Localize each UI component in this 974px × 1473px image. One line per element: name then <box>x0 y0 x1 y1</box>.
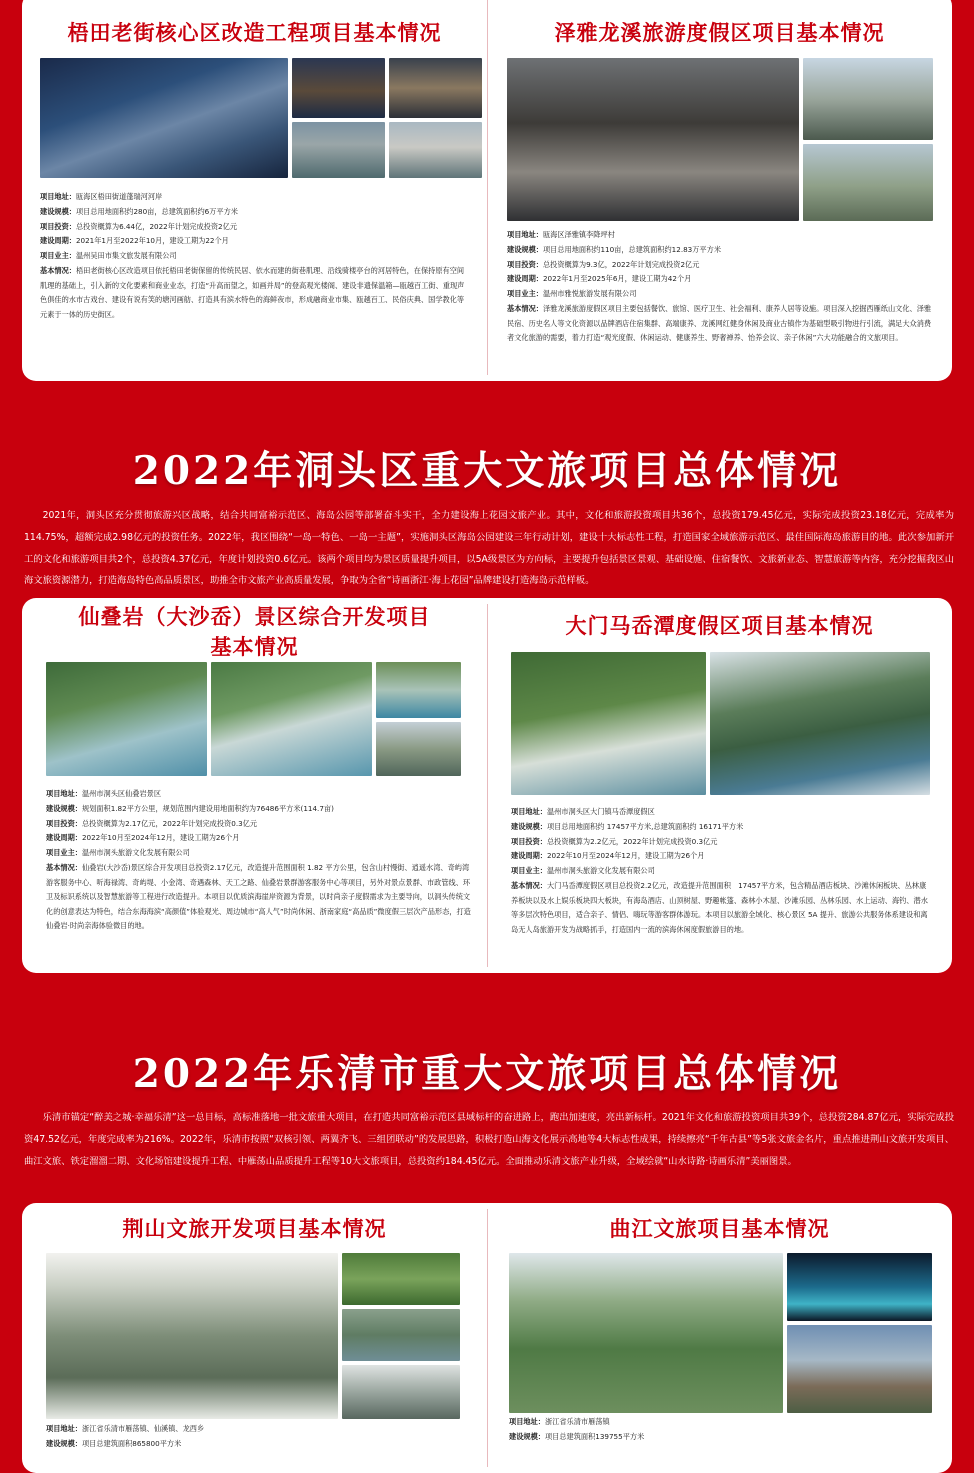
info-row <box>46 802 474 817</box>
info-key: 基本情况： <box>507 303 543 313</box>
info-key: 建设规模： <box>46 803 82 813</box>
card-divider <box>487 0 488 375</box>
info-key: 项目地址： <box>511 807 547 816</box>
info-key: 建设规模： <box>46 1438 82 1448</box>
info-value: 泽雅龙溪旅游度假区项目主要包括餐饮、旅馆、医疗卫生、社会福利、康养人居等设施。项目深入挖掘西雁纸山文化、泽雅民宿、历史名人等文化资源以品牌酒店住宿集群、高端康养、龙溪网红健身休闲及商业古镇作为基础型吸引物进行引流，满足大众消费者文化旅游的需要，着力打造“观光度假、休闲运动、健康养生、野奢禅养、怡养会议、亲子休闲”六大功能融合的文旅项目。 <box>507 303 932 343</box>
title-line: 基本情况 <box>210 634 299 659</box>
bottom-projects-card <box>22 1203 952 1473</box>
info-value: 项目总用地面积约280亩，总建筑面积约6万平方米 <box>75 206 238 216</box>
project-info-wutian <box>40 190 470 322</box>
info-value: 梧田老街核心区改造项目依托梧田老街保留的传统民居、依水而建的街巷肌理、沿线骑楼亭台的河居特色，在保持原有空间肌理的基础上，引入新的文化要素和商业业态，打造“升高而望之，如画并局”的登高观光楼阁、建设非遗保温箱—瓯越百工街、重现声色俱佳的水市古戏台、建设有说有笑的塘河画舫、打造具有滨水特色的海鲜夜市，形成融商业市集、瓯越百工、民俗庆典、国学教化等元素于一体的历史街区。 <box>40 265 465 319</box>
info-key: 建设周期： <box>40 236 76 246</box>
info-value: 温州吴田市集文旅发展有限公司 <box>75 251 177 261</box>
info-value: 总投资概算为9.3亿，2022年计划完成投资2亿元 <box>542 259 700 269</box>
project-title-jingshan: 荆山文旅开发项目基本情况 <box>122 1216 387 1241</box>
info-key: 建设规模： <box>40 206 76 216</box>
photo-cliff-pavilion <box>376 722 461 776</box>
info-key: 建设周期： <box>511 851 547 861</box>
info-row <box>509 1415 931 1430</box>
info-row <box>507 228 937 243</box>
photo-modern-villa <box>803 58 933 140</box>
info-key: 基本情况： <box>46 862 82 872</box>
info-key: 建设周期： <box>507 274 543 284</box>
photo-hillside-villas <box>803 144 933 221</box>
card-divider <box>487 1209 488 1467</box>
info-key: 项目业主： <box>40 251 76 261</box>
info-description <box>40 264 470 322</box>
info-row <box>40 249 470 264</box>
info-value: 温州市洞头旅游文化发展有限公司 <box>546 866 655 876</box>
info-value: 2022年1月至2025年6月，建设工期为42个月 <box>542 274 692 284</box>
info-row <box>511 820 933 835</box>
photo-aerial-night-old-street <box>40 58 288 178</box>
info-row <box>507 258 937 273</box>
info-value: 浙江省乐清市雁荡镇 <box>544 1417 610 1426</box>
info-key: 项目投资： <box>507 259 543 269</box>
photo-mountain-plan-map <box>46 1253 338 1419</box>
title-line: 仙叠岩（大沙岙）景区综合开发项目 <box>78 604 431 629</box>
info-key: 基本情况： <box>511 880 547 890</box>
info-row <box>40 190 470 205</box>
info-row <box>511 805 933 820</box>
info-row <box>46 787 474 802</box>
photo-beach-resort <box>211 662 372 776</box>
photo-valley-aerial <box>509 1253 783 1413</box>
info-value: 温州市洞头旅游文化发展有限公司 <box>81 848 190 858</box>
info-value: 瓯海区梧田街道蓬瑞河河岸 <box>75 192 163 201</box>
project-title-wutian: 梧田老街核心区改造工程项目基本情况 <box>67 20 442 45</box>
info-key: 项目投资： <box>46 818 82 828</box>
top-projects-card <box>22 0 952 381</box>
info-key: 项目地址： <box>40 192 76 201</box>
project-info-xiandieyan <box>46 787 474 934</box>
photo-resort-courtyard-pool <box>507 58 799 221</box>
section-title-dongtou: 2022年洞头区重大文旅项目总体情况 <box>132 448 842 494</box>
info-value: 项目总建筑面积865800平方米 <box>81 1438 182 1448</box>
info-key: 项目业主： <box>511 866 547 876</box>
info-row <box>46 846 474 861</box>
section-intro-dongtou: 2021年，洞头区充分贯彻旅游兴区战略，结合共同富裕示范区、海岛公园等部署奋斗实干，全力建设海上花园文旅产业。其中，文化和旅游投资项目共36个，总投资179.45亿元，实际完成投资23.18亿元，完成率为114.75%，超额完成2.98亿元的投资任务。2022年，我区围绕“一岛一特色、一岛一主题”，实施洞头区海岛公园建设三年行动计划，建设十大标志性工程，打造国家全域旅游示范区、最佳国际海岛旅游目的地。此次参加新开工的文化和旅游项目共2个，总投资4.37亿元，年度计划投资0.6亿元。该两个项目均为景区质量提升项目，以5A级景区为方向标，主要提升包括景区景观、基础设施、住宿餐饮、文旅新业态、智慧旅游等内容，充分挖掘我区山海文旅资源潜力，打造海岛特色高品质景区，助推全市文旅产业高质量发展，争取为全省“诗画浙江·海上花园”品牌建设打造海岛示范样板。 <box>24 510 954 587</box>
info-key: 项目业主： <box>46 848 82 858</box>
info-row <box>46 831 474 846</box>
info-row <box>46 1437 474 1452</box>
info-key: 建设规模： <box>511 821 547 831</box>
info-value: 2022年10月至2024年12月，建设工期为26个月 <box>81 833 240 843</box>
info-row <box>511 835 933 850</box>
info-description <box>46 861 474 934</box>
project-info-damen <box>511 805 933 937</box>
info-key: 建设周期： <box>46 833 82 843</box>
info-value: 温州市洞头区大门镇马岙潭度假区 <box>546 807 655 816</box>
info-value: 2021年1月至2022年10月，建设工期为22个月 <box>75 236 229 246</box>
info-row <box>509 1430 931 1445</box>
photo-waterfront-buildings <box>292 58 385 118</box>
info-key: 项目投资： <box>40 221 76 231</box>
info-value: 大门马岙潭度假区项目总投资2.2亿元，改造提升范围面积 17457平方米，包含精品酒店板块、沙滩休闲板块、丛林康养板块以及水上娱乐板块四大板块，有海岛酒店、山顶树屋、野趣帐篷、森林小木屋、沙滩乐园、丛林乐园、水上运动、海钓、潜水等多层次特色项目，适合亲子、情侣、嗨玩等游客群体游玩。本项目以旅游全域化、核心景区 5A 提升、旅游公共服务体系建设和离岛无人岛旅游开发为战略抓手，打造国内一流的滨海休闲度假旅游目的地。 <box>511 880 928 934</box>
project-title-zeya: 泽雅龙溪旅游度假区项目基本情况 <box>554 20 885 45</box>
info-row <box>46 817 474 832</box>
photo-island-peninsula-aerial <box>710 652 930 795</box>
info-value: 项目总用地面积约110亩，总建筑面积约12.83万平方米 <box>542 244 722 254</box>
project-info-zeya <box>507 228 937 346</box>
info-row <box>40 220 470 235</box>
info-value: 仙叠岩(大沙岙)景区综合开发项目总投资2.17亿元，改造提升范围面积 1.82 平方公里，包含山村慢街、逍遥水湾、奇屿湾游客服务中心、听海禄湾、奇屿堤、小金湾、奇遇森林、天工之路、仙叠岩景群游客服务中心等项目，另外对景点景群、市政管线、环卫及标识系统以及智慧旅游等工程进行改造提升。本项目以优质滨海崖岸资源为背景，以时尚亲子度假需求为主要导向，以洞头传统文化的创意表达为特色，结合东海海滨“高颜值”体验观光、周边城市“高人气”时尚休闲、浙南家庭“高品质”微度假三层次产品形态，打造仙叠岩·时尚亲海体验微目的地。 <box>46 862 471 931</box>
section-title-yueqing: 2022年乐清市重大文旅项目总体情况 <box>132 1051 842 1097</box>
info-value: 2022年10月至2024年12月，建设工期为26个月 <box>546 851 705 861</box>
photo-river-gorge <box>342 1309 460 1361</box>
info-row <box>46 1422 474 1437</box>
info-key: 项目地址： <box>507 230 543 239</box>
project-info-qujiang <box>509 1415 931 1445</box>
info-value: 温州市雅悦旅游发展有限公司 <box>542 289 637 299</box>
photo-mountain-village <box>787 1325 932 1413</box>
info-key: 项目地址： <box>46 1424 82 1433</box>
photo-mountain-beach-aerial <box>511 652 706 795</box>
info-description <box>511 879 933 937</box>
project-info-jingshan <box>46 1422 474 1452</box>
photo-river-houses <box>389 122 482 178</box>
photo-tea-terraces <box>342 1253 460 1305</box>
photo-coastal-hotel-aerial <box>46 662 207 776</box>
info-row <box>507 272 937 287</box>
info-value: 总投资概算为2.2亿元，2022年计划完成投资0.3亿元 <box>546 836 718 846</box>
info-key: 建设规模： <box>509 1431 545 1441</box>
info-value: 温州市洞头区仙叠岩景区 <box>81 789 162 798</box>
info-value: 总投资概算为6.44亿，2022年计划完成投资2亿元 <box>75 221 238 231</box>
info-key: 项目地址： <box>509 1417 545 1426</box>
info-value: 项目总建筑面积139755平方米 <box>544 1431 645 1441</box>
info-key: 项目地址： <box>46 789 82 798</box>
info-row <box>507 243 937 258</box>
info-value: 浙江省乐清市雁荡镇、仙溪镇、龙西乡 <box>81 1424 205 1433</box>
info-value: 瓯海区泽雅镇李降坪村 <box>542 230 615 239</box>
info-row <box>40 234 470 249</box>
section-intro-yueqing: 乐清市锚定“醉美之城·幸福乐清”这一总目标，高标准落地一批文旅重大项目，在打造共同富裕示范区县域标杆的奋进路上，跑出加速度，亮出新标杆。2021年文化和旅游投资项目共39个，总投资284.87亿元，实际完成投资47.52亿元，年度完成率为216%。2022年，乐清市按照“双核引领、两翼齐飞、三组团联动”的发展思路，积极打造山海文化展示高地等4大标志性成果，持续擦亮“千年古县”等5张文旅金名片，重点推进荆山文旅开发项目、曲江文旅、铁定溜溜二期、文化场馆建设提升工程、中雁荡山品质提升工程等10大文旅项目，总投资约184.45亿元。全面推动乐清文旅产业升级，全域绘就“山水诗路·诗画乐清”美丽图景。 <box>24 1112 954 1167</box>
info-value: 项目总用地面积约 17457平方米,总建筑面积约 16171平方米 <box>546 821 744 831</box>
project-title-xiandieyan <box>22 602 487 662</box>
project-title-damen: 大门马岙潭度假区项目基本情况 <box>565 613 874 638</box>
project-title-qujiang: 曲江文旅项目基本情况 <box>609 1216 830 1241</box>
card-divider <box>487 604 488 967</box>
info-value: 规划面积1.82平方公里，规划范围内建设用地面积约为76486平方米(114.7亩) <box>81 803 334 813</box>
photo-light-show-tower <box>787 1253 932 1321</box>
photo-traditional-arch-gate <box>389 58 482 118</box>
info-row <box>511 864 933 879</box>
info-key: 项目业主： <box>507 289 543 299</box>
photo-beach-cove <box>376 662 461 718</box>
info-key: 项目投资： <box>511 836 547 846</box>
info-key: 基本情况： <box>40 265 76 275</box>
info-row <box>511 849 933 864</box>
info-row <box>507 287 937 302</box>
info-key: 建设规模： <box>507 244 543 254</box>
photo-canal-town-view <box>292 122 385 178</box>
info-row <box>40 205 470 220</box>
middle-projects-card <box>22 598 952 973</box>
info-value: 总投资概算为2.17亿元，2022年计划完成投资0.3亿元 <box>81 818 258 828</box>
info-description <box>507 302 937 346</box>
